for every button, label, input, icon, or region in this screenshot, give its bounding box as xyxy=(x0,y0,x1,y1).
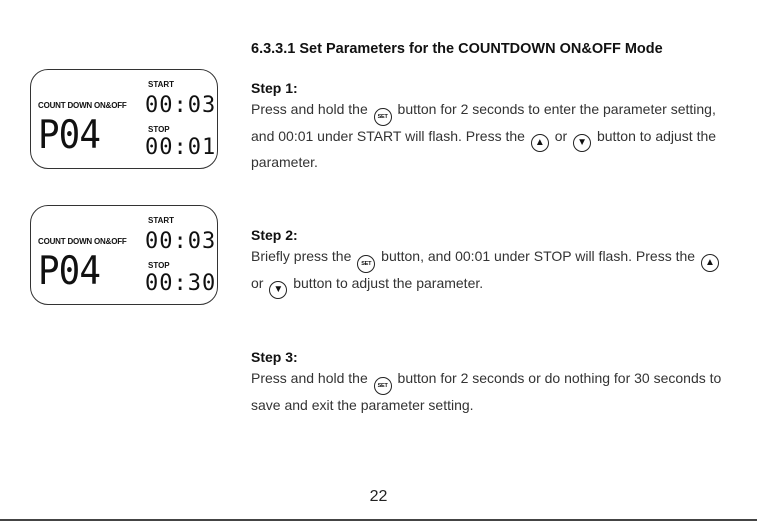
step-text-part: button for 2 seconds to enter the parameter setting, and 00:01 under START will flash. Press the xyxy=(251,101,716,144)
footer-divider xyxy=(0,519,757,521)
step-text-part: Press and hold the xyxy=(251,101,368,117)
step-text-part: or xyxy=(554,128,568,144)
lcd-display xyxy=(30,69,218,169)
step-title: Step 1: xyxy=(251,80,298,96)
page-number: 22 xyxy=(369,488,388,505)
program-number: P04 xyxy=(38,113,101,158)
stop-label: STOP xyxy=(148,261,170,270)
step-title: Step 3: xyxy=(251,349,298,365)
step-text-part: or xyxy=(251,275,264,291)
down-arrow-icon: ▼ xyxy=(269,281,287,299)
lcd-display xyxy=(30,205,218,305)
step-text-part: button to adjust the parameter. xyxy=(251,128,717,170)
program-number: P04 xyxy=(38,249,101,294)
set-button-icon: SET xyxy=(357,255,375,273)
mode-label: COUNT DOWN ON&OFF xyxy=(38,101,127,110)
step-text-part: button to adjust the parameter. xyxy=(293,275,484,291)
step-3 xyxy=(251,349,731,416)
start-value: 00:03 xyxy=(145,93,217,118)
stop-label: STOP xyxy=(148,125,170,134)
set-button-icon: SET xyxy=(374,108,392,126)
step-title: Step 2: xyxy=(251,227,298,243)
step-text xyxy=(251,99,731,173)
step-text-part: button, and 00:01 under STOP will flash. Press the xyxy=(381,248,696,264)
up-arrow-icon: ▲ xyxy=(701,254,719,272)
set-button-icon: SET xyxy=(374,377,392,395)
step-2 xyxy=(251,227,731,299)
step-text xyxy=(251,368,731,416)
start-label: START xyxy=(148,216,175,225)
step-text-part: button for 2 seconds or do nothing for 30 seconds to save and exit the parameter setting. xyxy=(251,370,722,413)
step-1 xyxy=(251,80,731,173)
down-arrow-icon: ▼ xyxy=(573,134,591,152)
up-arrow-icon: ▲ xyxy=(531,134,549,152)
stop-value: 00:01 xyxy=(145,135,217,160)
start-value: 00:03 xyxy=(145,229,217,254)
step-text-part: Briefly press the xyxy=(251,248,352,264)
stop-value: 00:30 xyxy=(145,271,217,296)
start-label: START xyxy=(148,80,175,89)
section-heading: 6.3.3.1 Set Parameters for the COUNTDOWN ON&OFF Mode xyxy=(251,41,663,57)
mode-label: COUNT DOWN ON&OFF xyxy=(38,237,127,246)
step-text-part: Press and hold the xyxy=(251,370,368,386)
step-text xyxy=(251,246,731,299)
